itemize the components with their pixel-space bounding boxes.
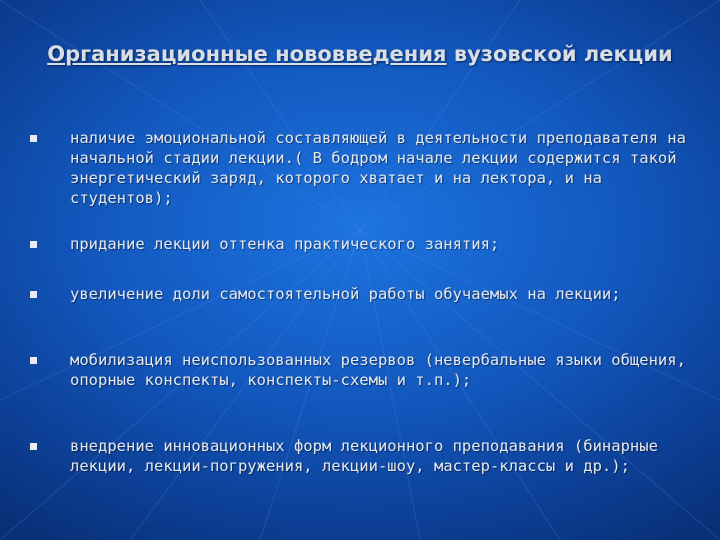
list-item-text: внедрение инновационных форм лекционного преподавания (бинарные лекции, лекции-погружения, лекции-шоу, мастер-классы и др.); bbox=[70, 437, 658, 475]
title-rest-part: вузовской лекции bbox=[446, 42, 673, 66]
slide-title bbox=[30, 38, 690, 70]
title-underlined-part: Организационные нововведения bbox=[47, 42, 447, 66]
list-item-text: придание лекции оттенка практического занятия; bbox=[70, 235, 500, 253]
list-item-text: мобилизация неиспользованных резервов (невербальные языки общения, опорные конспекты, конспекты-схемы и т.п.); bbox=[70, 351, 686, 389]
list-item-text: увеличение доли самостоятельной работы обучаемых на лекции; bbox=[70, 285, 621, 303]
list-item-text: наличие эмоциональной составляющей в деятельности преподавателя на начальной стадии лекции.( В бодром начале лекции содержится такой энергетический заряд, которого хватает и на лектора, и на студентов); bbox=[70, 129, 686, 207]
square-bullet-icon bbox=[30, 357, 37, 364]
square-bullet-icon bbox=[30, 291, 37, 298]
square-bullet-icon bbox=[30, 443, 37, 450]
square-bullet-icon bbox=[30, 241, 37, 248]
square-bullet-icon bbox=[30, 135, 37, 142]
